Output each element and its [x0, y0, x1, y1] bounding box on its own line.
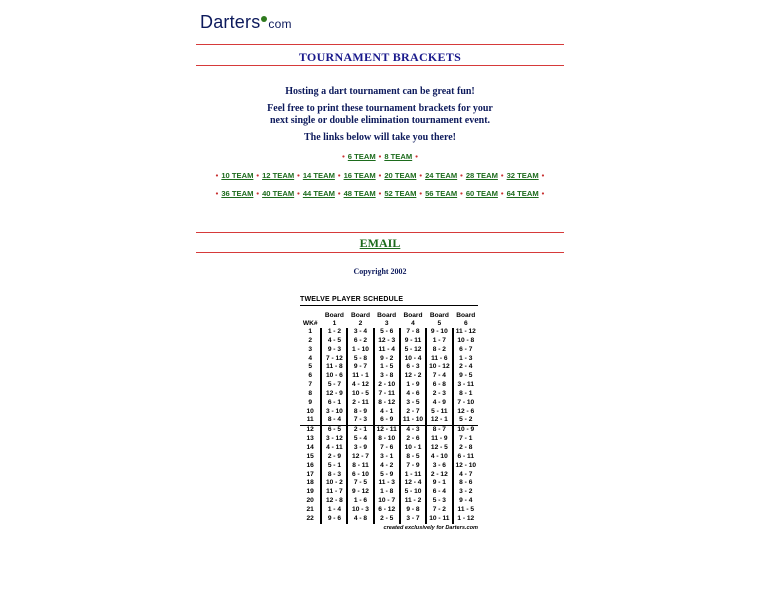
match-cell: 4 - 9 [426, 399, 452, 408]
board-number-6: 6 [453, 320, 478, 328]
match-cell: 6 - 12 [374, 506, 400, 515]
table-row [300, 363, 478, 372]
match-cell: 8 - 6 [453, 479, 478, 488]
match-cell: 11 - 3 [374, 479, 400, 488]
match-cell: 6 - 10 [347, 471, 373, 480]
week-number: 9 [308, 398, 313, 406]
bullet-separator: • [378, 189, 382, 198]
match-cell: 12 - 2 [400, 372, 426, 381]
week-number: 3 [308, 345, 313, 353]
links-row-1 [196, 152, 564, 161]
bullet-separator: • [215, 189, 219, 198]
match-cell: 11 - 8 [321, 363, 347, 372]
bullet-separator: • [297, 171, 300, 180]
schedule-body [300, 328, 478, 524]
match-cell: 8 - 4 [321, 416, 347, 425]
match-cell: 9 - 11 [400, 337, 426, 346]
match-cell: 7 - 12 [321, 355, 347, 364]
match-cell: 2 - 1 [347, 426, 373, 435]
week-number: 16 [306, 461, 314, 469]
board-label: Board [453, 312, 478, 320]
table-row [300, 381, 478, 390]
match-cell: 7 - 6 [374, 444, 400, 453]
match-cell: 12 - 1 [426, 416, 452, 425]
match-cell: 7 - 11 [374, 390, 400, 399]
bracket-link-40-team[interactable]: 40 TEAM [262, 189, 295, 198]
match-cell: 4 - 10 [426, 453, 452, 462]
match-cell: 8 - 3 [321, 471, 347, 480]
week-number: 22 [306, 514, 314, 522]
match-cell: 8 - 10 [374, 435, 400, 444]
bullet-separator: • [378, 171, 382, 180]
match-cell: 4 - 6 [400, 390, 426, 399]
intro-line-3: The links below will take you there! [303, 132, 457, 143]
match-cell: 6 - 11 [453, 453, 478, 462]
match-cell: 11 - 7 [321, 488, 347, 497]
board-label: Board [400, 312, 426, 320]
table-row [300, 337, 478, 346]
match-cell: 1 - 10 [347, 346, 373, 355]
match-cell: 2 - 4 [453, 363, 478, 372]
match-cell: 10 - 12 [426, 363, 452, 372]
bracket-link-28-team[interactable]: 28 TEAM [465, 171, 498, 180]
mid-divider-2 [196, 252, 564, 253]
intro-line-2: Feel free to print these tournament brackets for your next single or double elimination tournament event. [267, 103, 493, 126]
table-row [300, 462, 478, 471]
match-cell: 9 - 12 [347, 488, 373, 497]
board-number-4: 4 [400, 320, 426, 328]
bracket-link-52-team[interactable]: 52 TEAM [384, 189, 417, 198]
match-cell: 7 - 10 [453, 399, 478, 408]
match-cell: 3 - 2 [453, 488, 478, 497]
match-cell: 3 - 10 [321, 408, 347, 417]
match-cell: 7 - 2 [426, 506, 452, 515]
match-cell: 4 - 5 [321, 337, 347, 346]
match-cell: 2 - 8 [453, 444, 478, 453]
match-cell: 7 - 1 [453, 435, 478, 444]
logo-wordmark: Darters [200, 12, 261, 32]
match-cell: 3 - 4 [347, 328, 373, 337]
bracket-link-56-team[interactable]: 56 TEAM [425, 189, 458, 198]
match-cell: 10 - 5 [347, 390, 373, 399]
bullet-separator: • [378, 152, 382, 161]
match-cell: 10 - 1 [400, 444, 426, 453]
match-cell: 8 - 9 [347, 408, 373, 417]
schedule-table [300, 312, 478, 524]
board-number-row [300, 320, 478, 328]
table-row [300, 355, 478, 364]
match-cell: 8 - 2 [426, 346, 452, 355]
week-number: 13 [306, 435, 314, 443]
match-cell: 2 - 10 [374, 381, 400, 390]
table-row [300, 372, 478, 381]
match-cell: 12 - 10 [453, 462, 478, 471]
match-cell: 6 - 7 [453, 346, 478, 355]
match-cell: 1 - 9 [400, 381, 426, 390]
top-divider-1 [196, 44, 564, 45]
board-number-5: 5 [426, 320, 452, 328]
week-number: 21 [306, 505, 314, 513]
week-number: 17 [306, 470, 314, 478]
header-spacer [300, 312, 321, 320]
match-cell: 12 - 4 [400, 479, 426, 488]
table-row [300, 453, 478, 462]
match-cell: 6 - 8 [426, 381, 452, 390]
week-number: 8 [308, 389, 313, 397]
match-cell: 8 - 12 [374, 399, 400, 408]
match-cell: 4 - 1 [374, 408, 400, 417]
bracket-link-8-team[interactable]: 8 TEAM [384, 152, 413, 161]
match-cell: 9 - 8 [400, 506, 426, 515]
week-number: 1 [308, 328, 313, 335]
match-cell: 12 - 3 [374, 337, 400, 346]
bracket-link-6-team[interactable]: 6 TEAM [347, 152, 376, 161]
dart-dot-icon [261, 16, 267, 22]
bracket-link-10-team[interactable]: 10 TEAM [221, 171, 254, 180]
match-cell: 3 - 8 [374, 372, 400, 381]
bracket-link-60-team[interactable]: 60 TEAM [465, 189, 498, 198]
table-row [300, 328, 478, 337]
match-cell: 5 - 10 [400, 488, 426, 497]
match-cell: 11 - 10 [400, 416, 426, 425]
match-cell: 1 - 2 [321, 328, 347, 337]
match-cell: 9 - 4 [453, 497, 478, 506]
bullet-separator: • [460, 189, 463, 198]
match-cell: 1 - 5 [374, 363, 400, 372]
match-cell: 9 - 3 [321, 346, 347, 355]
match-cell: 4 - 7 [453, 471, 478, 480]
bracket-link-48-team[interactable]: 48 TEAM [343, 189, 376, 198]
week-number: 20 [306, 497, 314, 505]
bullet-separator: • [415, 152, 418, 161]
match-cell: 2 - 11 [347, 399, 373, 408]
match-cell: 8 - 11 [347, 462, 373, 471]
match-cell: 3 - 7 [400, 515, 426, 524]
match-cell: 10 - 3 [347, 506, 373, 515]
match-cell: 10 - 2 [321, 479, 347, 488]
week-number: 19 [306, 488, 314, 496]
match-cell: 2 - 6 [400, 435, 426, 444]
match-cell: 7 - 8 [400, 328, 426, 337]
page-title: TOURNAMENT BRACKETS [298, 50, 462, 64]
match-cell: 5 - 11 [426, 408, 452, 417]
logo-suffix: com [268, 17, 292, 31]
email-link[interactable]: EMAIL [359, 236, 401, 250]
match-cell: 6 - 5 [321, 426, 347, 435]
match-cell: 6 - 3 [400, 363, 426, 372]
match-cell: 10 - 6 [321, 372, 347, 381]
links-row-3 [196, 189, 564, 198]
schedule-credit: created exclusively for Darters.com [383, 524, 478, 531]
board-number-3: 3 [374, 320, 400, 328]
table-row [300, 471, 478, 480]
match-cell: 4 - 11 [321, 444, 347, 453]
bracket-link-14-team[interactable]: 14 TEAM [302, 171, 335, 180]
table-row [300, 399, 478, 408]
match-cell: 5 - 9 [374, 471, 400, 480]
table-row [300, 390, 478, 399]
match-cell: 1 - 7 [426, 337, 452, 346]
match-cell: 7 - 4 [426, 372, 452, 381]
intro-line-1: Hosting a dart tournament can be great fun! [285, 86, 475, 97]
bracket-link-12-team[interactable]: 12 TEAM [262, 171, 295, 180]
match-cell: 4 - 2 [374, 462, 400, 471]
match-cell: 12 - 7 [347, 453, 373, 462]
match-cell: 9 - 1 [426, 479, 452, 488]
week-number: 6 [308, 372, 313, 380]
week-number: 2 [308, 336, 313, 344]
match-cell: 9 - 5 [453, 372, 478, 381]
copyright-text: Copyright 2002 [353, 267, 407, 276]
match-cell: 4 - 3 [400, 426, 426, 435]
match-cell: 5 - 7 [321, 381, 347, 390]
match-cell: 12 - 8 [321, 497, 347, 506]
match-cell: 11 - 6 [426, 355, 452, 364]
match-cell: 5 - 12 [400, 346, 426, 355]
match-cell: 2 - 7 [400, 408, 426, 417]
match-cell: 7 - 5 [347, 479, 373, 488]
match-cell: 7 - 9 [400, 462, 426, 471]
match-cell: 10 - 8 [453, 337, 478, 346]
bullet-separator: • [256, 171, 260, 180]
week-number: 5 [308, 363, 313, 371]
board-label-row [300, 312, 478, 320]
week-number: 10 [306, 407, 314, 415]
match-cell: 3 - 11 [453, 381, 478, 390]
week-number: 4 [308, 354, 313, 362]
bullet-separator: • [256, 189, 260, 198]
bullet-separator: • [419, 189, 423, 198]
match-cell: 10 - 4 [400, 355, 426, 364]
table-row [300, 506, 478, 515]
match-cell: 11 - 1 [347, 372, 373, 381]
site-logo[interactable] [200, 12, 292, 33]
match-cell: 6 - 9 [374, 416, 400, 425]
match-cell: 10 - 11 [426, 515, 452, 524]
bullet-separator: • [342, 152, 345, 161]
bullet-separator: • [215, 171, 219, 180]
match-cell: 11 - 5 [453, 506, 478, 515]
match-cell: 1 - 3 [453, 355, 478, 364]
match-cell: 12 - 11 [374, 426, 400, 435]
match-cell: 10 - 9 [453, 426, 478, 435]
match-cell: 5 - 2 [453, 416, 478, 425]
board-label: Board [426, 312, 452, 320]
match-cell: 5 - 3 [426, 497, 452, 506]
match-cell: 12 - 5 [426, 444, 452, 453]
links-row-2 [196, 171, 564, 180]
match-cell: 10 - 7 [374, 497, 400, 506]
match-cell: 2 - 5 [374, 515, 400, 524]
match-cell: 5 - 6 [374, 328, 400, 337]
match-cell: 6 - 1 [321, 399, 347, 408]
board-number-2: 2 [347, 320, 373, 328]
board-label: Board [321, 312, 347, 320]
match-cell: 3 - 1 [374, 453, 400, 462]
match-cell: 8 - 7 [426, 426, 452, 435]
match-cell: 9 - 10 [426, 328, 452, 337]
match-cell: 3 - 5 [400, 399, 426, 408]
bullet-separator: • [297, 189, 300, 198]
match-cell: 11 - 9 [426, 435, 452, 444]
match-cell: 5 - 4 [347, 435, 373, 444]
table-row [300, 444, 478, 453]
bullet-separator: • [337, 189, 341, 198]
match-cell: 1 - 4 [321, 506, 347, 515]
match-cell: 3 - 12 [321, 435, 347, 444]
table-row [300, 435, 478, 444]
table-row [300, 408, 478, 417]
match-cell: 7 - 3 [347, 416, 373, 425]
week-number: 14 [306, 443, 314, 451]
week-number: 11 [300, 416, 321, 425]
week-number: 7 [308, 381, 313, 389]
bullet-separator: • [419, 171, 423, 180]
table-row [300, 515, 478, 524]
match-cell: 4 - 8 [347, 515, 373, 524]
match-cell: 11 - 4 [374, 346, 400, 355]
bracket-link-24-team[interactable]: 24 TEAM [425, 171, 458, 180]
bracket-link-20-team[interactable]: 20 TEAM [384, 171, 417, 180]
match-cell: 6 - 4 [426, 488, 452, 497]
match-cell: 2 - 12 [426, 471, 452, 480]
bullet-separator: • [337, 171, 341, 180]
mid-divider-1 [196, 232, 564, 233]
table-row [300, 426, 478, 435]
match-cell: 1 - 8 [374, 488, 400, 497]
table-row [300, 479, 478, 488]
week-number: 18 [306, 479, 314, 487]
match-cell: 1 - 6 [347, 497, 373, 506]
twelve-player-schedule-image [300, 296, 478, 531]
match-cell: 3 - 6 [426, 462, 452, 471]
match-cell: 9 - 2 [374, 355, 400, 364]
bullet-separator: • [460, 171, 463, 180]
match-cell: 8 - 5 [400, 453, 426, 462]
table-row [300, 497, 478, 506]
week-number: 15 [306, 452, 314, 460]
bracket-link-64-team[interactable]: 64 TEAM [506, 189, 539, 198]
bullet-separator: • [541, 189, 545, 198]
bracket-link-16-team[interactable]: 16 TEAM [343, 171, 376, 180]
match-cell: 5 - 1 [321, 462, 347, 471]
match-cell: 1 - 12 [453, 515, 478, 524]
bracket-link-44-team[interactable]: 44 TEAM [302, 189, 335, 198]
match-cell: 4 - 12 [347, 381, 373, 390]
match-cell: 6 - 2 [347, 337, 373, 346]
week-number: 12 [306, 426, 314, 434]
bracket-link-36-team[interactable]: 36 TEAM [221, 189, 254, 198]
match-cell: 9 - 7 [347, 363, 373, 372]
bullet-separator: • [500, 171, 504, 180]
table-row [300, 346, 478, 355]
table-row [300, 488, 478, 497]
match-cell: 3 - 9 [347, 444, 373, 453]
bullet-separator: • [500, 189, 504, 198]
top-divider-2 [196, 65, 564, 66]
match-cell: 5 - 8 [347, 355, 373, 364]
board-label: Board [347, 312, 373, 320]
match-cell: 2 - 3 [426, 390, 452, 399]
match-cell: 12 - 9 [321, 390, 347, 399]
match-cell: 11 - 12 [453, 328, 478, 337]
table-row [300, 416, 478, 425]
schedule-title: TWELVE PLAYER SCHEDULE [300, 296, 478, 306]
match-cell: 1 - 11 [400, 471, 426, 480]
match-cell: 12 - 6 [453, 408, 478, 417]
week-header: WK# [302, 320, 318, 327]
match-cell: 11 - 2 [400, 497, 426, 506]
board-number-1: 1 [321, 320, 347, 328]
bullet-separator: • [541, 171, 545, 180]
bracket-link-32-team[interactable]: 32 TEAM [506, 171, 539, 180]
match-cell: 9 - 6 [321, 515, 347, 524]
match-cell: 8 - 1 [453, 390, 478, 399]
board-label: Board [374, 312, 400, 320]
match-cell: 2 - 9 [321, 453, 347, 462]
